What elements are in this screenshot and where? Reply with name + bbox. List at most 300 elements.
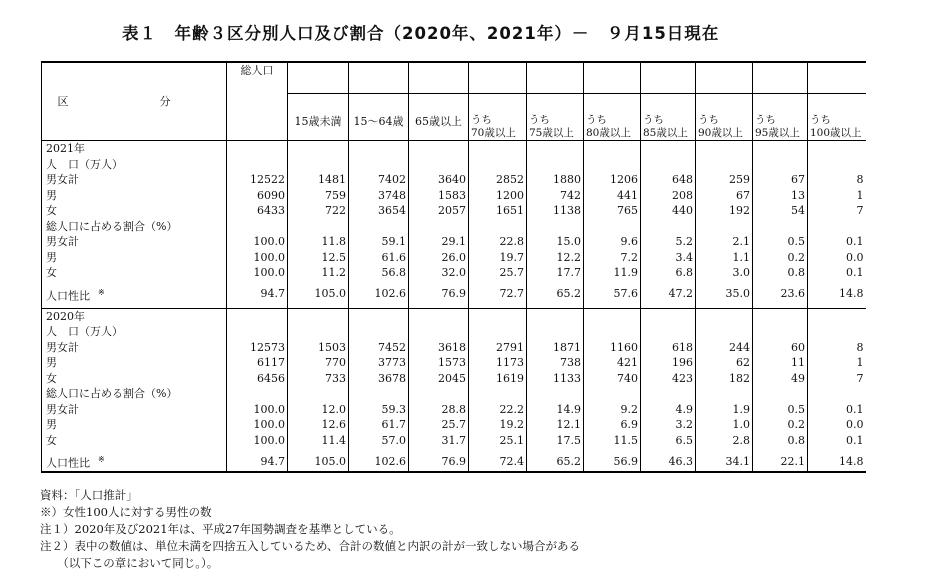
- row-label: [42, 219, 227, 235]
- table-row: [42, 141, 866, 157]
- table-cell: 35.0: [696, 285, 753, 304]
- header-uchi: うち: [698, 114, 719, 126]
- table-cell: 1573: [409, 355, 469, 371]
- table-cell: 102.6: [349, 452, 409, 472]
- table-cell: 0.5: [753, 234, 808, 250]
- table-cell: 765: [584, 203, 641, 219]
- header-95plus: [753, 62, 808, 141]
- table-cell: 11: [753, 355, 808, 371]
- table-cell: 100.0: [227, 234, 288, 250]
- table-cell: 6.8: [641, 265, 696, 281]
- table-cell: 6456: [227, 371, 288, 387]
- table-cell: 12522: [227, 172, 288, 188]
- table-cell: [349, 141, 409, 157]
- header-sub-label: 70歳以上: [471, 127, 516, 139]
- table-cell: 742: [527, 188, 584, 204]
- table-cell: 733: [288, 371, 349, 387]
- table-row: [42, 433, 866, 449]
- table-cell: [527, 157, 584, 173]
- row-label: [42, 433, 227, 449]
- table-cell: 1200: [469, 188, 527, 204]
- table-cell: [808, 141, 866, 157]
- table-cell: [584, 324, 641, 340]
- table-row: [42, 172, 866, 188]
- table-cell: 1: [856, 356, 864, 370]
- table-cell: 59.3: [349, 402, 409, 418]
- table-cell: 2.8: [696, 433, 753, 449]
- row-label-text: 男: [46, 356, 57, 370]
- table-cell: 1619: [469, 371, 527, 387]
- table-cell: 5.2: [641, 234, 696, 250]
- table-cell: [288, 308, 349, 324]
- table-cell: [696, 219, 753, 235]
- row-label: [42, 324, 227, 340]
- header-85plus: [641, 62, 696, 141]
- table-cell: 46.3: [641, 452, 696, 472]
- table-cell: [584, 141, 641, 157]
- header-sub-label: 75歳以上: [529, 127, 574, 139]
- row-label: [42, 250, 227, 266]
- table-cell: [288, 219, 349, 235]
- note-source: 資料：「人口推計」: [40, 488, 138, 502]
- table-cell: 65.2: [527, 285, 584, 304]
- row-label: [42, 386, 227, 402]
- table-row: [42, 340, 866, 356]
- table-cell: [469, 157, 527, 173]
- table-cell: 0.1: [846, 266, 864, 279]
- table-cell: 8: [856, 340, 864, 354]
- table-cell: 57.6: [584, 285, 641, 304]
- header-sub-label: 80歳以上: [586, 127, 631, 139]
- table-cell: 0.0: [846, 250, 864, 264]
- table-cell: 0.5: [753, 402, 808, 418]
- table-cell: 11.5: [584, 433, 641, 449]
- table-cell: [753, 219, 808, 235]
- table-cell: 76.9: [409, 452, 469, 472]
- row-label-text: 男女計: [46, 402, 79, 416]
- header-under15: [288, 62, 349, 141]
- table-cell: [696, 324, 753, 340]
- table-cell: 618: [641, 340, 696, 356]
- table-cell: [584, 219, 641, 235]
- header-sub-label: 100歳以上: [810, 127, 862, 139]
- notes: [40, 487, 580, 572]
- table-cell: [527, 386, 584, 402]
- header-80plus: [584, 62, 641, 141]
- table-cell: 34.1: [696, 452, 753, 472]
- table-cell: 94.7: [227, 452, 288, 472]
- table-row: [42, 308, 866, 324]
- table-row: [42, 203, 866, 219]
- table-cell: 100.0: [227, 433, 288, 449]
- header-90plus: [696, 62, 753, 141]
- table-row: [42, 219, 866, 235]
- table-cell: 61.7: [349, 417, 409, 433]
- table-cell: 0.2: [753, 250, 808, 266]
- table-cell: [469, 141, 527, 157]
- table-cell: 738: [527, 355, 584, 371]
- table-row: [42, 402, 866, 418]
- table-cell: 759: [288, 188, 349, 204]
- table-cell: [527, 141, 584, 157]
- note-2-cont: （以下この章において同じ。）。: [40, 556, 219, 570]
- table-cell: [808, 308, 866, 324]
- table-cell: 421: [584, 355, 641, 371]
- table-cell: 1880: [527, 172, 584, 188]
- table-cell: 1651: [469, 203, 527, 219]
- row-label: [42, 308, 227, 324]
- row-label-text: 女: [46, 266, 57, 279]
- table-cell: [641, 386, 696, 402]
- header-15-64-label: 15～64歳: [353, 115, 404, 128]
- row-label: [42, 417, 227, 433]
- table-cell: 12573: [227, 340, 288, 356]
- table-cell: 770: [288, 355, 349, 371]
- table-cell: 54: [753, 203, 808, 219]
- table-cell: 0.0: [846, 418, 864, 432]
- row-label: [42, 172, 227, 188]
- table-cell: 7.2: [584, 250, 641, 266]
- table-cell: [584, 386, 641, 402]
- row-label: [42, 234, 227, 250]
- table-cell: 6090: [227, 188, 288, 204]
- header-75plus: [527, 62, 584, 141]
- table-cell: 100.0: [227, 417, 288, 433]
- table-cell: 2852: [469, 172, 527, 188]
- table-cell: 2.1: [696, 234, 753, 250]
- table-cell: [584, 308, 641, 324]
- table-row: [42, 386, 866, 402]
- table-cell: [469, 308, 527, 324]
- table-cell: 0.8: [753, 265, 808, 281]
- table-cell: 22.2: [469, 402, 527, 418]
- table-cell: 1133: [527, 371, 584, 387]
- table-cell: 25.1: [469, 433, 527, 449]
- table-cell: [808, 386, 866, 402]
- table-cell: 14.8: [808, 452, 866, 472]
- table-cell: 0.1: [846, 433, 864, 447]
- table-cell: 29.1: [409, 234, 469, 250]
- table-cell: 441: [584, 188, 641, 204]
- population-table: [41, 61, 866, 473]
- table-cell: [469, 324, 527, 340]
- table-row: [42, 250, 866, 266]
- header-total: 総人口: [227, 62, 288, 141]
- table-cell: [469, 386, 527, 402]
- header-sub-label: 95歳以上: [755, 127, 800, 139]
- table-cell: [409, 386, 469, 402]
- table-cell: 648: [641, 172, 696, 188]
- row-label-text: 女: [46, 204, 57, 217]
- header-kubun: 区 分: [42, 62, 227, 141]
- table-cell: 12.6: [288, 417, 349, 433]
- header-70plus: [469, 62, 527, 141]
- row-label: [42, 188, 227, 204]
- table-cell: [288, 141, 349, 157]
- table-cell: 17.5: [527, 433, 584, 449]
- table-cell: 102.6: [349, 285, 409, 304]
- table-cell: [469, 219, 527, 235]
- table-cell: 1138: [527, 203, 584, 219]
- table-cell: 0.2: [753, 417, 808, 433]
- table-cell: [409, 157, 469, 173]
- table-cell: [808, 219, 866, 235]
- table-cell: 7: [856, 204, 864, 217]
- table-cell: 196: [641, 355, 696, 371]
- table-cell: 9.2: [584, 402, 641, 418]
- table-cell: [349, 324, 409, 340]
- row-label: [42, 340, 227, 356]
- table-cell: 11.9: [584, 265, 641, 281]
- table-cell: 62: [696, 355, 753, 371]
- table-cell: 244: [696, 340, 753, 356]
- table-cell: [409, 308, 469, 324]
- table-cell: 57.0: [349, 433, 409, 449]
- row-label: [42, 355, 227, 371]
- table-cell: [288, 157, 349, 173]
- header-uchi: うち: [586, 114, 607, 126]
- header-under15-label: 15歳未満: [294, 115, 342, 128]
- table-cell: 100.0: [227, 250, 288, 266]
- table-cell: [753, 308, 808, 324]
- table-cell: 19.2: [469, 417, 527, 433]
- table-cell: [227, 219, 288, 235]
- table-cell: [753, 141, 808, 157]
- table-cell: 192: [696, 203, 753, 219]
- table-cell: [641, 324, 696, 340]
- table-cell: 1160: [584, 340, 641, 356]
- header-100plus: [808, 62, 866, 141]
- table-cell: 3773: [349, 355, 409, 371]
- row-label: [42, 265, 227, 281]
- row-label-text: 男女計: [46, 340, 79, 354]
- table-cell: 1481: [288, 172, 349, 188]
- table-row: [42, 265, 866, 281]
- table-cell: [409, 141, 469, 157]
- row-label: [42, 402, 227, 418]
- table-cell: 19.7: [469, 250, 527, 266]
- row-label: [42, 157, 227, 173]
- table-cell: 25.7: [409, 417, 469, 433]
- table-cell: [696, 386, 753, 402]
- table-cell: [696, 308, 753, 324]
- row-label-text: 男女計: [46, 235, 79, 248]
- table-cell: [641, 141, 696, 157]
- table-cell: 1: [856, 188, 864, 202]
- row-label-text: 男女計: [46, 173, 79, 186]
- table-cell: 12.2: [527, 250, 584, 266]
- table-cell: [409, 219, 469, 235]
- row-label: [42, 203, 227, 219]
- table-row: [42, 188, 866, 204]
- header-uchi: うち: [471, 114, 492, 126]
- row-label: [42, 141, 227, 157]
- row-label-text: 人口性比: [46, 289, 90, 303]
- table-cell: [288, 324, 349, 340]
- row-label-text: 男: [46, 250, 57, 264]
- table-cell: [584, 157, 641, 173]
- table-cell: 0.1: [846, 402, 864, 416]
- table-cell: 3618: [409, 340, 469, 356]
- table-cell: 6.9: [584, 417, 641, 433]
- table-cell: 259: [696, 172, 753, 188]
- table-cell: [409, 324, 469, 340]
- row-label-text: 女: [46, 433, 57, 447]
- table-cell: 100.0: [227, 265, 288, 281]
- table-cell: 105.0: [288, 452, 349, 472]
- table-cell: 11.4: [288, 433, 349, 449]
- table-cell: 2057: [409, 203, 469, 219]
- table-cell: 12.5: [288, 250, 349, 266]
- table-row: [42, 452, 866, 472]
- table-cell: 0.8: [753, 433, 808, 449]
- table-cell: [227, 141, 288, 157]
- table-cell: 3.0: [696, 265, 753, 281]
- table-cell: [527, 219, 584, 235]
- table-cell: [753, 157, 808, 173]
- table-cell: 61.6: [349, 250, 409, 266]
- table-cell: 6433: [227, 203, 288, 219]
- table-cell: 1.9: [696, 402, 753, 418]
- table-cell: 1.0: [696, 417, 753, 433]
- table-cell: [349, 386, 409, 402]
- table-cell: [227, 157, 288, 173]
- table-cell: 4.9: [641, 402, 696, 418]
- table-cell: 47.2: [641, 285, 696, 304]
- row-label-text: 人 口（万人）: [46, 325, 123, 339]
- header-sub-label: 90歳以上: [698, 127, 743, 139]
- table-cell: [808, 157, 866, 173]
- table-cell: 1.1: [696, 250, 753, 266]
- table-cell: 1871: [527, 340, 584, 356]
- header-15-64: [349, 62, 409, 141]
- table-cell: 23.6: [753, 285, 808, 304]
- table-cell: 740: [584, 371, 641, 387]
- table-cell: 1206: [584, 172, 641, 188]
- table-cell: 13: [753, 188, 808, 204]
- table-cell: 423: [641, 371, 696, 387]
- table-cell: 14.9: [527, 402, 584, 418]
- row-label-text: 人口性比: [46, 456, 90, 470]
- note-2: 注２）表中の数値は、単位未満を四捨五入しているため、合計の数値と内訳の計が一致しない場合がある: [40, 539, 581, 553]
- table-cell: [349, 157, 409, 173]
- note-1: 注１）2020年及び2021年は、平成27年国勢調査を基準としている。: [40, 522, 401, 536]
- table-cell: 6117: [227, 355, 288, 371]
- table-cell: 100.0: [227, 402, 288, 418]
- table-cell: 60: [753, 340, 808, 356]
- header-uchi: うち: [643, 114, 664, 126]
- table-cell: 31.7: [409, 433, 469, 449]
- row-label-text: 女: [46, 371, 57, 385]
- table-row: [42, 324, 866, 340]
- note-mark: ※）女性100人に対する男性の数: [40, 505, 212, 519]
- table-cell: 7: [856, 371, 864, 385]
- table-cell: [527, 308, 584, 324]
- table-cell: 94.7: [227, 285, 288, 304]
- table-cell: 12.1: [527, 417, 584, 433]
- table-cell: 2045: [409, 371, 469, 387]
- table-cell: 7452: [349, 340, 409, 356]
- table-cell: 65.2: [527, 452, 584, 472]
- table-cell: 56.9: [584, 452, 641, 472]
- table-cell: 11.8: [288, 234, 349, 250]
- header-over65: [409, 62, 469, 141]
- table-cell: 15.0: [527, 234, 584, 250]
- row-label-text: 男: [46, 418, 57, 432]
- table-cell: [349, 308, 409, 324]
- table-cell: 59.1: [349, 234, 409, 250]
- page-title: 表１ 年齢３区分別人口及び割合（2020年、2021年）－ ９月15日現在: [122, 24, 720, 43]
- table-cell: 25.7: [469, 265, 527, 281]
- table-cell: [227, 308, 288, 324]
- ratio-mark: ※: [98, 287, 105, 297]
- table-cell: 1173: [469, 355, 527, 371]
- table-cell: 2791: [469, 340, 527, 356]
- table-cell: [753, 386, 808, 402]
- row-label: [42, 452, 227, 472]
- table-cell: 3654: [349, 203, 409, 219]
- table-cell: 67: [753, 172, 808, 188]
- table-cell: 3678: [349, 371, 409, 387]
- header-uchi: うち: [529, 114, 550, 126]
- table-cell: 67: [696, 188, 753, 204]
- table-cell: 72.4: [469, 452, 527, 472]
- table-cell: 49: [753, 371, 808, 387]
- row-label: [42, 285, 227, 304]
- header-uchi: うち: [810, 114, 831, 126]
- table-cell: 105.0: [288, 285, 349, 304]
- table-cell: 11.2: [288, 265, 349, 281]
- table-cell: 28.8: [409, 402, 469, 418]
- table-cell: 72.7: [469, 285, 527, 304]
- table-cell: 0.1: [846, 235, 864, 248]
- table-cell: [288, 386, 349, 402]
- table-row: [42, 285, 866, 304]
- header-sub-label: 85歳以上: [643, 127, 688, 139]
- table-row: [42, 157, 866, 173]
- table-cell: [227, 386, 288, 402]
- row-label-text: 総人口に占める割合（%）: [46, 219, 178, 233]
- table-cell: 32.0: [409, 265, 469, 281]
- table-row: [42, 417, 866, 433]
- table-cell: 722: [288, 203, 349, 219]
- row-label-text: 人 口（万人）: [46, 157, 123, 171]
- table-cell: 26.0: [409, 250, 469, 266]
- table-cell: 1583: [409, 188, 469, 204]
- table-cell: 3640: [409, 172, 469, 188]
- table-body: [42, 141, 866, 473]
- row-label-text: 2021年: [46, 142, 85, 155]
- table-cell: [641, 219, 696, 235]
- table-cell: 14.8: [839, 287, 864, 301]
- table-cell: [753, 324, 808, 340]
- table-cell: 3.2: [641, 417, 696, 433]
- table-cell: 7402: [349, 172, 409, 188]
- table-row: [42, 371, 866, 387]
- table-cell: [696, 157, 753, 173]
- table-cell: 440: [641, 203, 696, 219]
- table-cell: 12.0: [288, 402, 349, 418]
- row-label-text: 総人口に占める割合（%）: [46, 387, 178, 401]
- table-row: [42, 234, 866, 250]
- header-uchi: うち: [755, 114, 776, 126]
- table-cell: [349, 219, 409, 235]
- table-cell: 22.8: [469, 234, 527, 250]
- table-cell: 3.4: [641, 250, 696, 266]
- table-cell: 9.6: [584, 234, 641, 250]
- table-cell: 3748: [349, 188, 409, 204]
- table-cell: 1503: [288, 340, 349, 356]
